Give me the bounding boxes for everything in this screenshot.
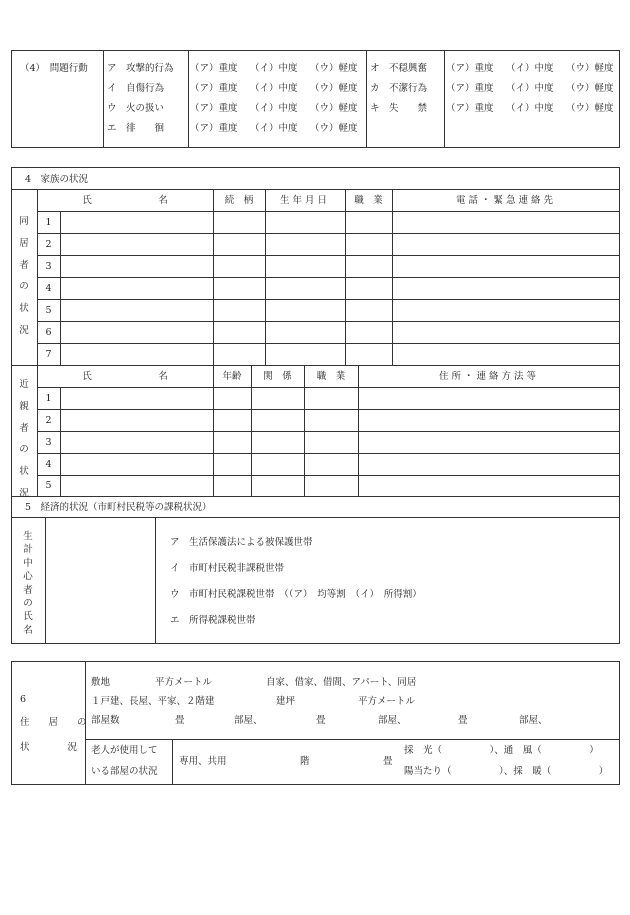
row-number: 5 — [45, 480, 52, 491]
label-char: 計 — [23, 544, 33, 556]
divider — [103, 50, 104, 148]
relative-side-label — [11, 374, 37, 505]
row-number: 2 — [45, 239, 52, 250]
elder-room-label: いる部屋の状況 — [91, 766, 158, 777]
label-char: 況 — [19, 487, 29, 499]
row-number: 7 — [45, 349, 52, 360]
ownership-options: 自家、借家、借間、アパート、同居 — [266, 677, 417, 688]
divider — [85, 739, 620, 740]
divider — [172, 739, 173, 785]
tatami-unit: 畳 — [175, 715, 185, 726]
header-age: 年齢 — [222, 371, 242, 382]
rooms-unit: 部屋、 — [519, 715, 548, 726]
label-char: 中 — [23, 557, 33, 569]
divider — [11, 517, 620, 518]
site-label: 敷地 — [91, 677, 111, 688]
severity-severe: （ア）重度 — [190, 123, 238, 134]
label-char: 況 — [19, 324, 29, 336]
row-number: 1 — [45, 393, 52, 404]
label-char: 状 — [19, 303, 29, 315]
divider — [444, 50, 445, 148]
header-address: 住所・連絡方法等 — [438, 371, 539, 382]
label-char: 親 — [19, 400, 29, 412]
floor-area-unit: 平方メートル — [358, 696, 416, 707]
divider — [11, 496, 620, 497]
severity-severe: （ア）重度 — [190, 103, 238, 114]
severity-moderate: （イ）中度 — [506, 83, 554, 94]
row-number: 3 — [45, 261, 52, 272]
behavior-item: エ 徘 徊 — [107, 123, 165, 134]
header-name: 氏 名 — [82, 195, 168, 206]
severity-mild: （ウ）軽度 — [310, 103, 358, 114]
divider — [11, 189, 620, 190]
economic-option: エ 所得税課税世帯 — [170, 615, 256, 626]
light-ventilation: 採 光（ ）、通 風（ ） — [404, 745, 599, 756]
label-char: 者 — [19, 422, 29, 434]
behavior-item: イ 自傷行為 — [107, 83, 165, 94]
label-char: 名 — [23, 624, 33, 636]
header-birthdate: 生年月日 — [279, 195, 330, 206]
label-char: 者 — [19, 259, 29, 271]
rooms-unit: 部屋、 — [378, 715, 407, 726]
mats-unit: 畳 — [383, 756, 393, 767]
severity-moderate: （イ）中度 — [250, 83, 298, 94]
divider — [60, 211, 61, 365]
divider — [155, 517, 156, 644]
severity-moderate: （イ）中度 — [506, 63, 554, 74]
tatami-unit: 畳 — [458, 715, 468, 726]
row-number: 4 — [45, 459, 52, 470]
site-unit: 平方メートル — [155, 677, 213, 688]
tatami-unit: 畳 — [316, 715, 326, 726]
severity-severe: （ア）重度 — [446, 63, 494, 74]
behavior-item: キ 失 禁 — [370, 103, 428, 114]
economic-option: ア 生活保護法による被保護世帯 — [170, 537, 313, 548]
row-number: 6 — [45, 327, 52, 338]
divider — [37, 409, 620, 410]
severity-mild: （ウ）軽度 — [310, 83, 358, 94]
label-char: の — [19, 281, 29, 293]
divider — [37, 431, 620, 432]
behavior-item: オ 不穏興奮 — [370, 63, 428, 74]
label-char: 居 — [19, 237, 29, 249]
header-phone: 電話・緊急連絡先 — [455, 195, 556, 206]
economic-option: イ 市町村民税非課税世帯 — [170, 563, 285, 574]
behavior-label: （4） 問題行動 — [20, 63, 88, 74]
divider — [37, 343, 620, 344]
divider — [37, 453, 620, 454]
rooms-label: 部屋数 — [91, 715, 120, 726]
label-char: 近 — [19, 379, 29, 390]
divider — [37, 387, 620, 388]
label-char: の — [23, 597, 33, 609]
label-char: 心 — [23, 571, 33, 583]
label-char: 同 — [19, 216, 29, 227]
header-job: 職 業 — [354, 195, 383, 206]
behavior-item: ア 攻撃的行為 — [107, 63, 174, 74]
divider — [60, 387, 61, 496]
divider — [37, 321, 620, 322]
divider — [37, 255, 620, 256]
row-number: 1 — [45, 217, 52, 228]
elder-room-label: 老人が使用して — [91, 745, 158, 756]
housing-label: 住 居 の — [20, 717, 87, 728]
severity-severe: （ア）重度 — [190, 63, 238, 74]
householder-label — [11, 530, 45, 637]
severity-mild: （ウ）軽度 — [310, 63, 358, 74]
divider — [366, 50, 367, 148]
severity-severe: （ア）重度 — [190, 83, 238, 94]
rooms-unit: 部屋、 — [234, 715, 263, 726]
economic-section-title: 5 経済的状況（市町村民税等の課税状況） — [25, 502, 212, 513]
floor-unit: 階 — [300, 756, 310, 767]
cohabitant-side-label — [11, 211, 37, 342]
divider — [11, 365, 620, 366]
family-economic-table — [11, 167, 620, 644]
row-number: 4 — [45, 283, 52, 294]
divider — [37, 299, 620, 300]
label-char: 生 — [23, 531, 33, 542]
severity-mild: （ウ）軽度 — [566, 83, 614, 94]
severity-moderate: （イ）中度 — [250, 103, 298, 114]
divider — [45, 517, 46, 644]
divider — [37, 475, 620, 476]
room-use-options: 専用、共用 — [179, 756, 227, 767]
building-type-options: １戸建、長屋、平家、２階建 — [91, 696, 215, 707]
housing-label: 状 況 — [20, 742, 78, 753]
severity-mild: （ウ）軽度 — [566, 103, 614, 114]
severity-moderate: （イ）中度 — [250, 63, 298, 74]
label-char: の — [19, 444, 29, 456]
label-char: 氏 — [23, 611, 33, 623]
header-job: 職 業 — [316, 371, 346, 382]
row-number: 5 — [45, 305, 52, 316]
divider — [37, 233, 620, 234]
severity-mild: （ウ）軽度 — [310, 123, 358, 134]
label-char: 状 — [19, 466, 29, 478]
row-number: 3 — [45, 437, 52, 448]
floor-area-label: 建坪 — [276, 696, 296, 707]
economic-option: ウ 市町村民税課税世帯 （（ア） 均等割 （イ） 所得割） — [170, 589, 422, 600]
divider — [188, 50, 189, 148]
severity-severe: （ア）重度 — [446, 83, 494, 94]
severity-moderate: （イ）中度 — [250, 123, 298, 134]
sun-heating: 陽当たり（ ）、採 暖（ ） — [404, 766, 609, 777]
family-section-title: 4 家族の状況 — [25, 174, 89, 185]
divider — [37, 211, 620, 212]
housing-number: 6 — [20, 694, 27, 705]
header-relation: 続 柄 — [224, 195, 254, 206]
behavior-item: ウ 火の扱い — [107, 103, 165, 114]
severity-severe: （ア）重度 — [446, 103, 494, 114]
divider — [37, 277, 620, 278]
severity-moderate: （イ）中度 — [506, 103, 554, 114]
row-number: 2 — [45, 415, 52, 426]
header-relation: 関 係 — [263, 371, 292, 382]
label-char: 者 — [23, 584, 33, 596]
header-name: 氏 名 — [82, 371, 168, 382]
behavior-item: カ 不潔行為 — [370, 83, 428, 94]
severity-mild: （ウ）軽度 — [566, 63, 614, 74]
